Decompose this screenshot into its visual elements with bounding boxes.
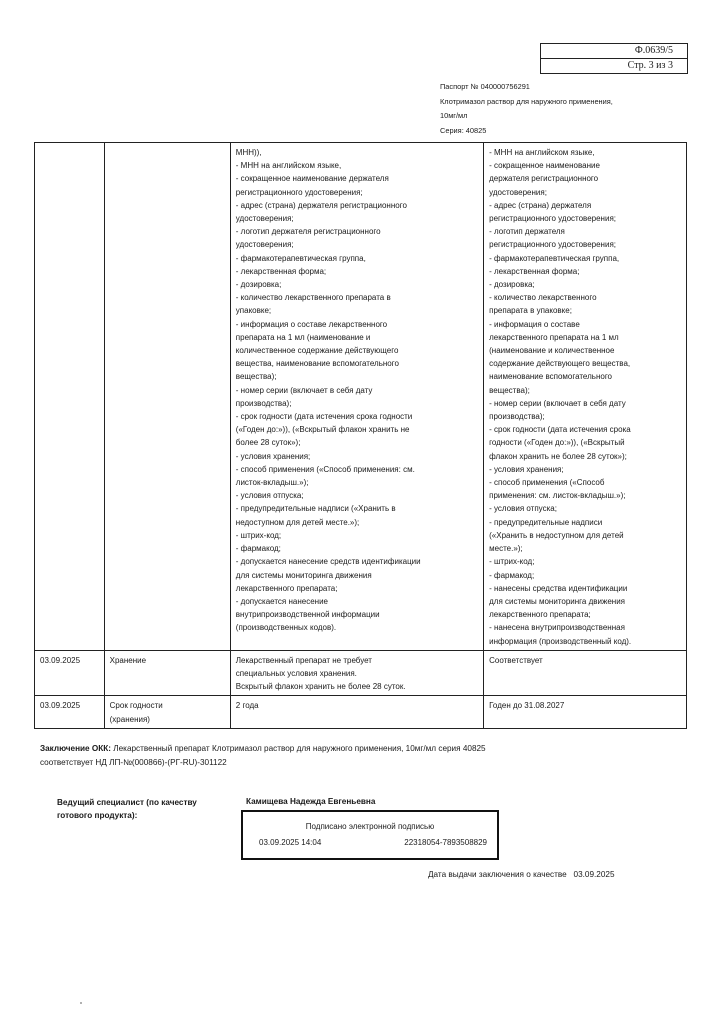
specialist-name: Камищева Надежда Евгеньевна [246, 797, 376, 806]
list-item: («Годен до:»)), («Вскрытый флакон хранить не [235, 425, 410, 435]
list-item: - номер серии (включает в себя дату [235, 385, 373, 395]
list-item: - способ применения («Способ применения: см. [235, 464, 415, 474]
signature-caption: Подписано электронной подписью [305, 822, 435, 831]
list-item: (производственных кодов). [235, 623, 337, 633]
list-item: - срок годности (дата истечения срока годности [235, 412, 413, 422]
issue-date-line [428, 870, 615, 879]
list-item: - информация о составе [489, 319, 580, 329]
list-item: - штрих-код; [235, 530, 282, 540]
page-number: Стр. 3 из 3 [541, 58, 687, 73]
list-item: препарата в упаковке; [489, 306, 572, 316]
form-code: Ф.0639/5 [634, 45, 673, 56]
list-item: вещества); [489, 385, 530, 395]
form-code-box [540, 43, 688, 74]
list-item: количественное содержание действующего [235, 346, 399, 356]
table-row [35, 143, 687, 651]
list-item: флакон хранить не более 28 суток»); [489, 451, 627, 461]
result-cell [484, 143, 687, 651]
list-item: удостоверения; [489, 187, 547, 197]
list-item: лекарственного препарата на 1 мл [489, 332, 619, 342]
list-item: («Хранить в недоступном для детей [489, 530, 624, 540]
requirement-cell: 2 года [230, 696, 483, 728]
parameter-cell: Хранение [104, 650, 230, 696]
list-item: - условия хранения; [235, 451, 311, 461]
list-item: - условия отпуска; [235, 491, 304, 501]
list-item: лекарственного препарата; [489, 610, 591, 620]
issue-date: 03.09.2025 [573, 870, 615, 879]
list-item: - сокращенное наименование держателя [235, 174, 389, 184]
conclusion-line2: соответствует НД ЛП-№(000866)-(РГ-RU)-301122 [40, 758, 227, 767]
list-item: - фармакотерапевтическая группа, [489, 253, 620, 263]
list-item: - лекарственная форма; [235, 266, 327, 276]
list-item: - количество лекарственного препарата в [235, 293, 391, 303]
list-item: для системы мониторинга движения [489, 596, 625, 606]
list-item: - логотип держателя регистрационного [235, 227, 381, 237]
list-item: лекарственного препарата; [235, 583, 338, 593]
passport-header [440, 80, 613, 138]
conclusion-line1 [40, 742, 680, 756]
signature-datetime: 03.09.2025 14:04 [259, 838, 322, 847]
list-item: информация (производственный код). [489, 636, 632, 646]
list-item: регистрационного удостоверения; [235, 187, 363, 197]
list-item: - номер серии (включает в себя дату [489, 398, 626, 408]
list-item: листок-вкладыш.»); [235, 478, 309, 488]
list-item: недоступном для детей месте.»); [235, 517, 360, 527]
date-cell [35, 143, 105, 651]
list-item: - фармакод; [235, 544, 281, 554]
list-item: - лекарственная форма; [489, 266, 580, 276]
list-item: месте.»); [489, 544, 523, 554]
list-item: - нанесены средства идентификации [489, 583, 628, 593]
conclusion [40, 742, 680, 770]
specialist-title-line2: готового продукта): [57, 811, 138, 820]
list-item: регистрационного удостоверения; [489, 240, 616, 250]
list-item: годности («Годен до:»)), («Вскрытый [489, 438, 625, 448]
signature-number: 22318054-7893508829 [404, 838, 487, 847]
table-row [35, 650, 687, 696]
result-cell: Соответствует [484, 650, 687, 696]
list-item: удостоверения; [235, 240, 294, 250]
list-item: вещества, наименование вспомогательного [235, 359, 399, 369]
list-item: - способ применения («Способ [489, 478, 605, 488]
list-item: применения: см. листок-вкладыш.»); [489, 491, 626, 501]
list-item: производства); [235, 398, 292, 408]
list-item: - нанесена внутрипроизводственная [489, 623, 625, 633]
result-cell: Годен до 31.08.2027 [484, 696, 687, 728]
list-item: - дозировка; [489, 280, 535, 290]
list-item: - допускается нанесение средств идентификации [235, 557, 421, 567]
conclusion-label: Заключение ОКК: [40, 744, 111, 753]
list-item: - адрес (страна) держателя регистрационного [235, 200, 407, 210]
list-item: - адрес (страна) держателя [489, 200, 592, 210]
table-row [35, 696, 687, 728]
date-cell: 03.09.2025 [35, 650, 105, 696]
quality-table [34, 142, 687, 729]
scan-speck [80, 1002, 82, 1004]
list-item: - количество лекарственного [489, 293, 597, 303]
list-item: - МНН на английском языке, [235, 161, 342, 171]
list-item: - предупредительные надписи («Хранить в [235, 504, 396, 514]
list-item: производства); [489, 412, 545, 422]
list-item: - МНН на английском языке, [489, 148, 595, 157]
list-item: вещества); [235, 372, 277, 382]
requirement-line: Вскрытый флакон хранить не более 28 суток. [235, 682, 406, 692]
product-name-line1: Клотримазол раствор для наружного применения, [440, 96, 613, 106]
specialist-title [57, 796, 217, 822]
list-item: - условия хранения; [489, 464, 564, 474]
requirement-line: Лекарственный препарат не требует [235, 655, 372, 665]
product-name-line2: 10мг/мл [440, 111, 468, 120]
list-item: - сокращенное наименование [489, 161, 600, 171]
parameter-line: Срок годности [109, 701, 163, 711]
list-item: МНН)), [235, 148, 262, 157]
list-item: - штрих-код; [489, 557, 535, 567]
requirement-line: специальных условия хранения. [235, 668, 357, 678]
list-item: - предупредительные надписи [489, 517, 603, 527]
list-item: - условия отпуска; [489, 504, 557, 514]
parameter-cell [104, 696, 230, 728]
parameter-line: (хранения) [109, 714, 150, 724]
list-item: - информация о составе лекарственного [235, 319, 388, 329]
list-item: внутрипроизводственной информации [235, 610, 380, 620]
list-item: - срок годности (дата истечения срока [489, 425, 631, 435]
date-cell: 03.09.2025 [35, 696, 105, 728]
list-item: более 28 суток»); [235, 438, 301, 448]
parameter-cell [104, 143, 230, 651]
requirement-cell [230, 650, 483, 696]
list-item: - допускается нанесение [235, 596, 328, 606]
conclusion-text: Лекарственный препарат Клотримазол раствор для наружного применения, 10мг/мл серия 40825 [113, 744, 486, 753]
list-item: - дозировка; [235, 280, 282, 290]
list-item: (наименование и количественное [489, 346, 615, 356]
list-item: регистрационного удостоверения; [489, 214, 616, 224]
list-item: - фармакод; [489, 570, 535, 580]
list-item: содержание действующего вещества, [489, 359, 631, 369]
specialist-title-line1: Ведущий специалист (по качеству [57, 798, 197, 807]
list-item: упаковке; [235, 306, 272, 316]
list-item: препарата на 1 мл (наименование и [235, 332, 371, 342]
issue-date-label: Дата выдачи заключения о качестве [428, 870, 567, 879]
list-item: для системы мониторинга движения [235, 570, 372, 580]
requirement-cell [230, 143, 483, 651]
list-item: держателя регистрационного [489, 174, 599, 184]
list-item: - логотип держателя [489, 227, 565, 237]
passport-number: Паспорт № 040000756291 [440, 82, 530, 91]
list-item: наименование вспомогательного [489, 372, 613, 382]
electronic-signature-stamp [241, 810, 499, 860]
list-item: - фармакотерапевтическая группа, [235, 253, 366, 263]
series-number: Серия: 40825 [440, 125, 487, 135]
list-item: удостоверения; [235, 214, 294, 224]
